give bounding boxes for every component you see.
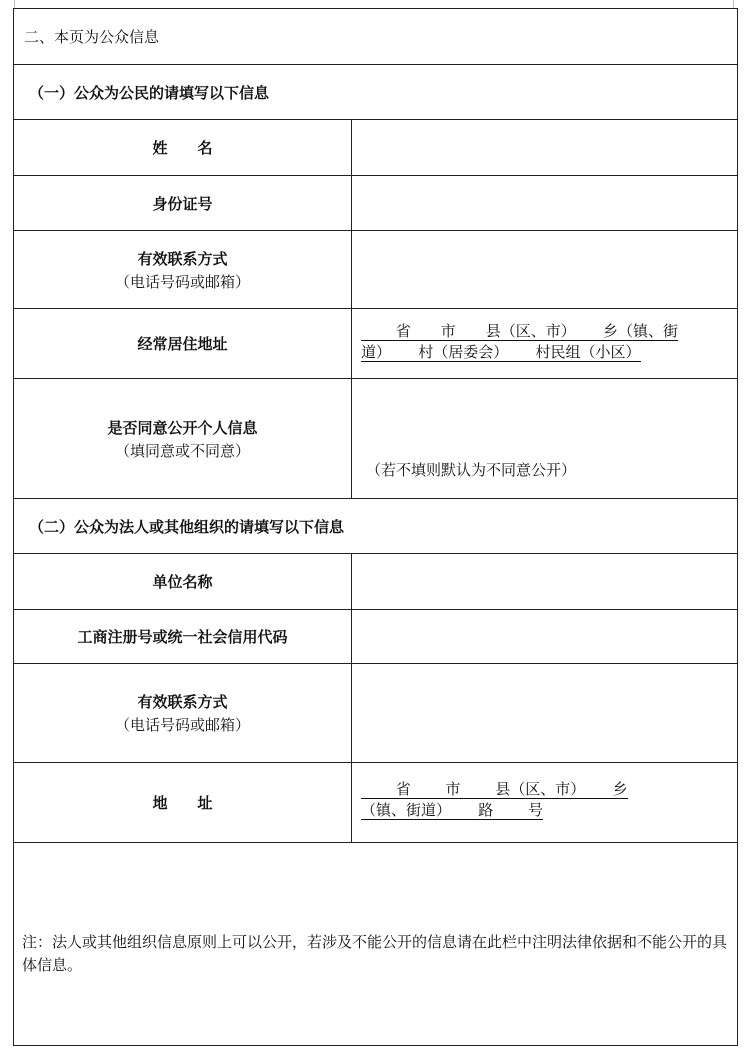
residence-label-cell xyxy=(14,309,352,378)
registration-label: 工商注册号或统一社会信用代码 xyxy=(77,628,288,646)
crop-mark-right xyxy=(733,0,734,8)
organization-contact-label: 有效联系方式 xyxy=(137,693,228,711)
unit-row xyxy=(14,554,737,610)
registration-label-cell xyxy=(14,610,352,663)
consent-label-cell xyxy=(14,379,352,498)
organization-address-template xyxy=(361,779,729,821)
organization-address-line2: （镇、街道） 路 号 xyxy=(361,801,544,819)
unit-field[interactable] xyxy=(352,554,737,609)
id-row xyxy=(14,176,737,231)
residence-address-line2: 道） 村（居委会） 村民组（小区） xyxy=(361,343,641,361)
citizen-contact-label-cell xyxy=(14,231,352,308)
note-text: 注：法人或其他组织信息原则上可以公开，若涉及不能公开的信息请在此栏中注明法律依据和不能公开的具体信息。 xyxy=(22,933,728,974)
consent-label: 是否同意公开个人信息 xyxy=(107,418,258,437)
residence-address-template xyxy=(361,321,729,363)
registration-field[interactable] xyxy=(352,610,737,663)
consent-row xyxy=(14,379,737,499)
organization-contact-label-cell xyxy=(14,664,352,762)
organization-heading-text: （二）公众为法人或其他组织的请填写以下信息 xyxy=(29,517,345,536)
name-row xyxy=(14,120,737,176)
residence-field[interactable] xyxy=(352,309,737,378)
organization-address-field[interactable] xyxy=(352,763,737,842)
section-title-text: 二、本页为公众信息 xyxy=(24,28,160,46)
organization-contact-field[interactable] xyxy=(352,664,737,762)
crop-mark-left xyxy=(14,0,15,8)
consent-field[interactable] xyxy=(352,379,737,498)
id-label-cell xyxy=(14,176,352,230)
unit-label: 单位名称 xyxy=(152,573,213,591)
name-label-cell xyxy=(14,120,352,175)
residence-label: 经常居住地址 xyxy=(137,335,228,353)
residence-row xyxy=(14,309,737,379)
citizen-contact-label: 有效联系方式 xyxy=(137,249,228,268)
unit-label-cell xyxy=(14,554,352,609)
public-info-form xyxy=(13,8,738,1046)
name-label: 姓 名 xyxy=(152,139,213,157)
consent-sub: （填同意或不同意） xyxy=(114,441,250,460)
organization-contact-sub: （电话号码或邮箱） xyxy=(114,716,250,734)
organization-heading xyxy=(14,499,737,554)
organization-address-label: 地 址 xyxy=(152,794,213,812)
organization-address-row xyxy=(14,763,737,843)
id-label: 身份证号 xyxy=(152,194,213,213)
organization-address-label-cell xyxy=(14,763,352,842)
citizen-heading xyxy=(14,65,737,120)
registration-row xyxy=(14,610,737,664)
citizen-heading-text: （一）公众为公民的请填写以下信息 xyxy=(29,83,270,102)
name-field[interactable] xyxy=(352,120,737,175)
citizen-contact-row xyxy=(14,231,737,309)
section-title xyxy=(14,9,737,65)
consent-hint: （若不填则默认为不同意公开） xyxy=(366,461,577,479)
residence-address-line1: 省 市 县（区、市） 乡（镇、街 xyxy=(361,322,679,340)
id-field[interactable] xyxy=(352,176,737,230)
organization-contact-row xyxy=(14,664,737,763)
citizen-contact-sub: （电话号码或邮箱） xyxy=(114,272,250,291)
citizen-contact-field[interactable] xyxy=(352,231,737,308)
organization-address-line1: 省 市 县（区、市） 乡 xyxy=(361,780,628,798)
note-row[interactable] xyxy=(14,843,737,1047)
